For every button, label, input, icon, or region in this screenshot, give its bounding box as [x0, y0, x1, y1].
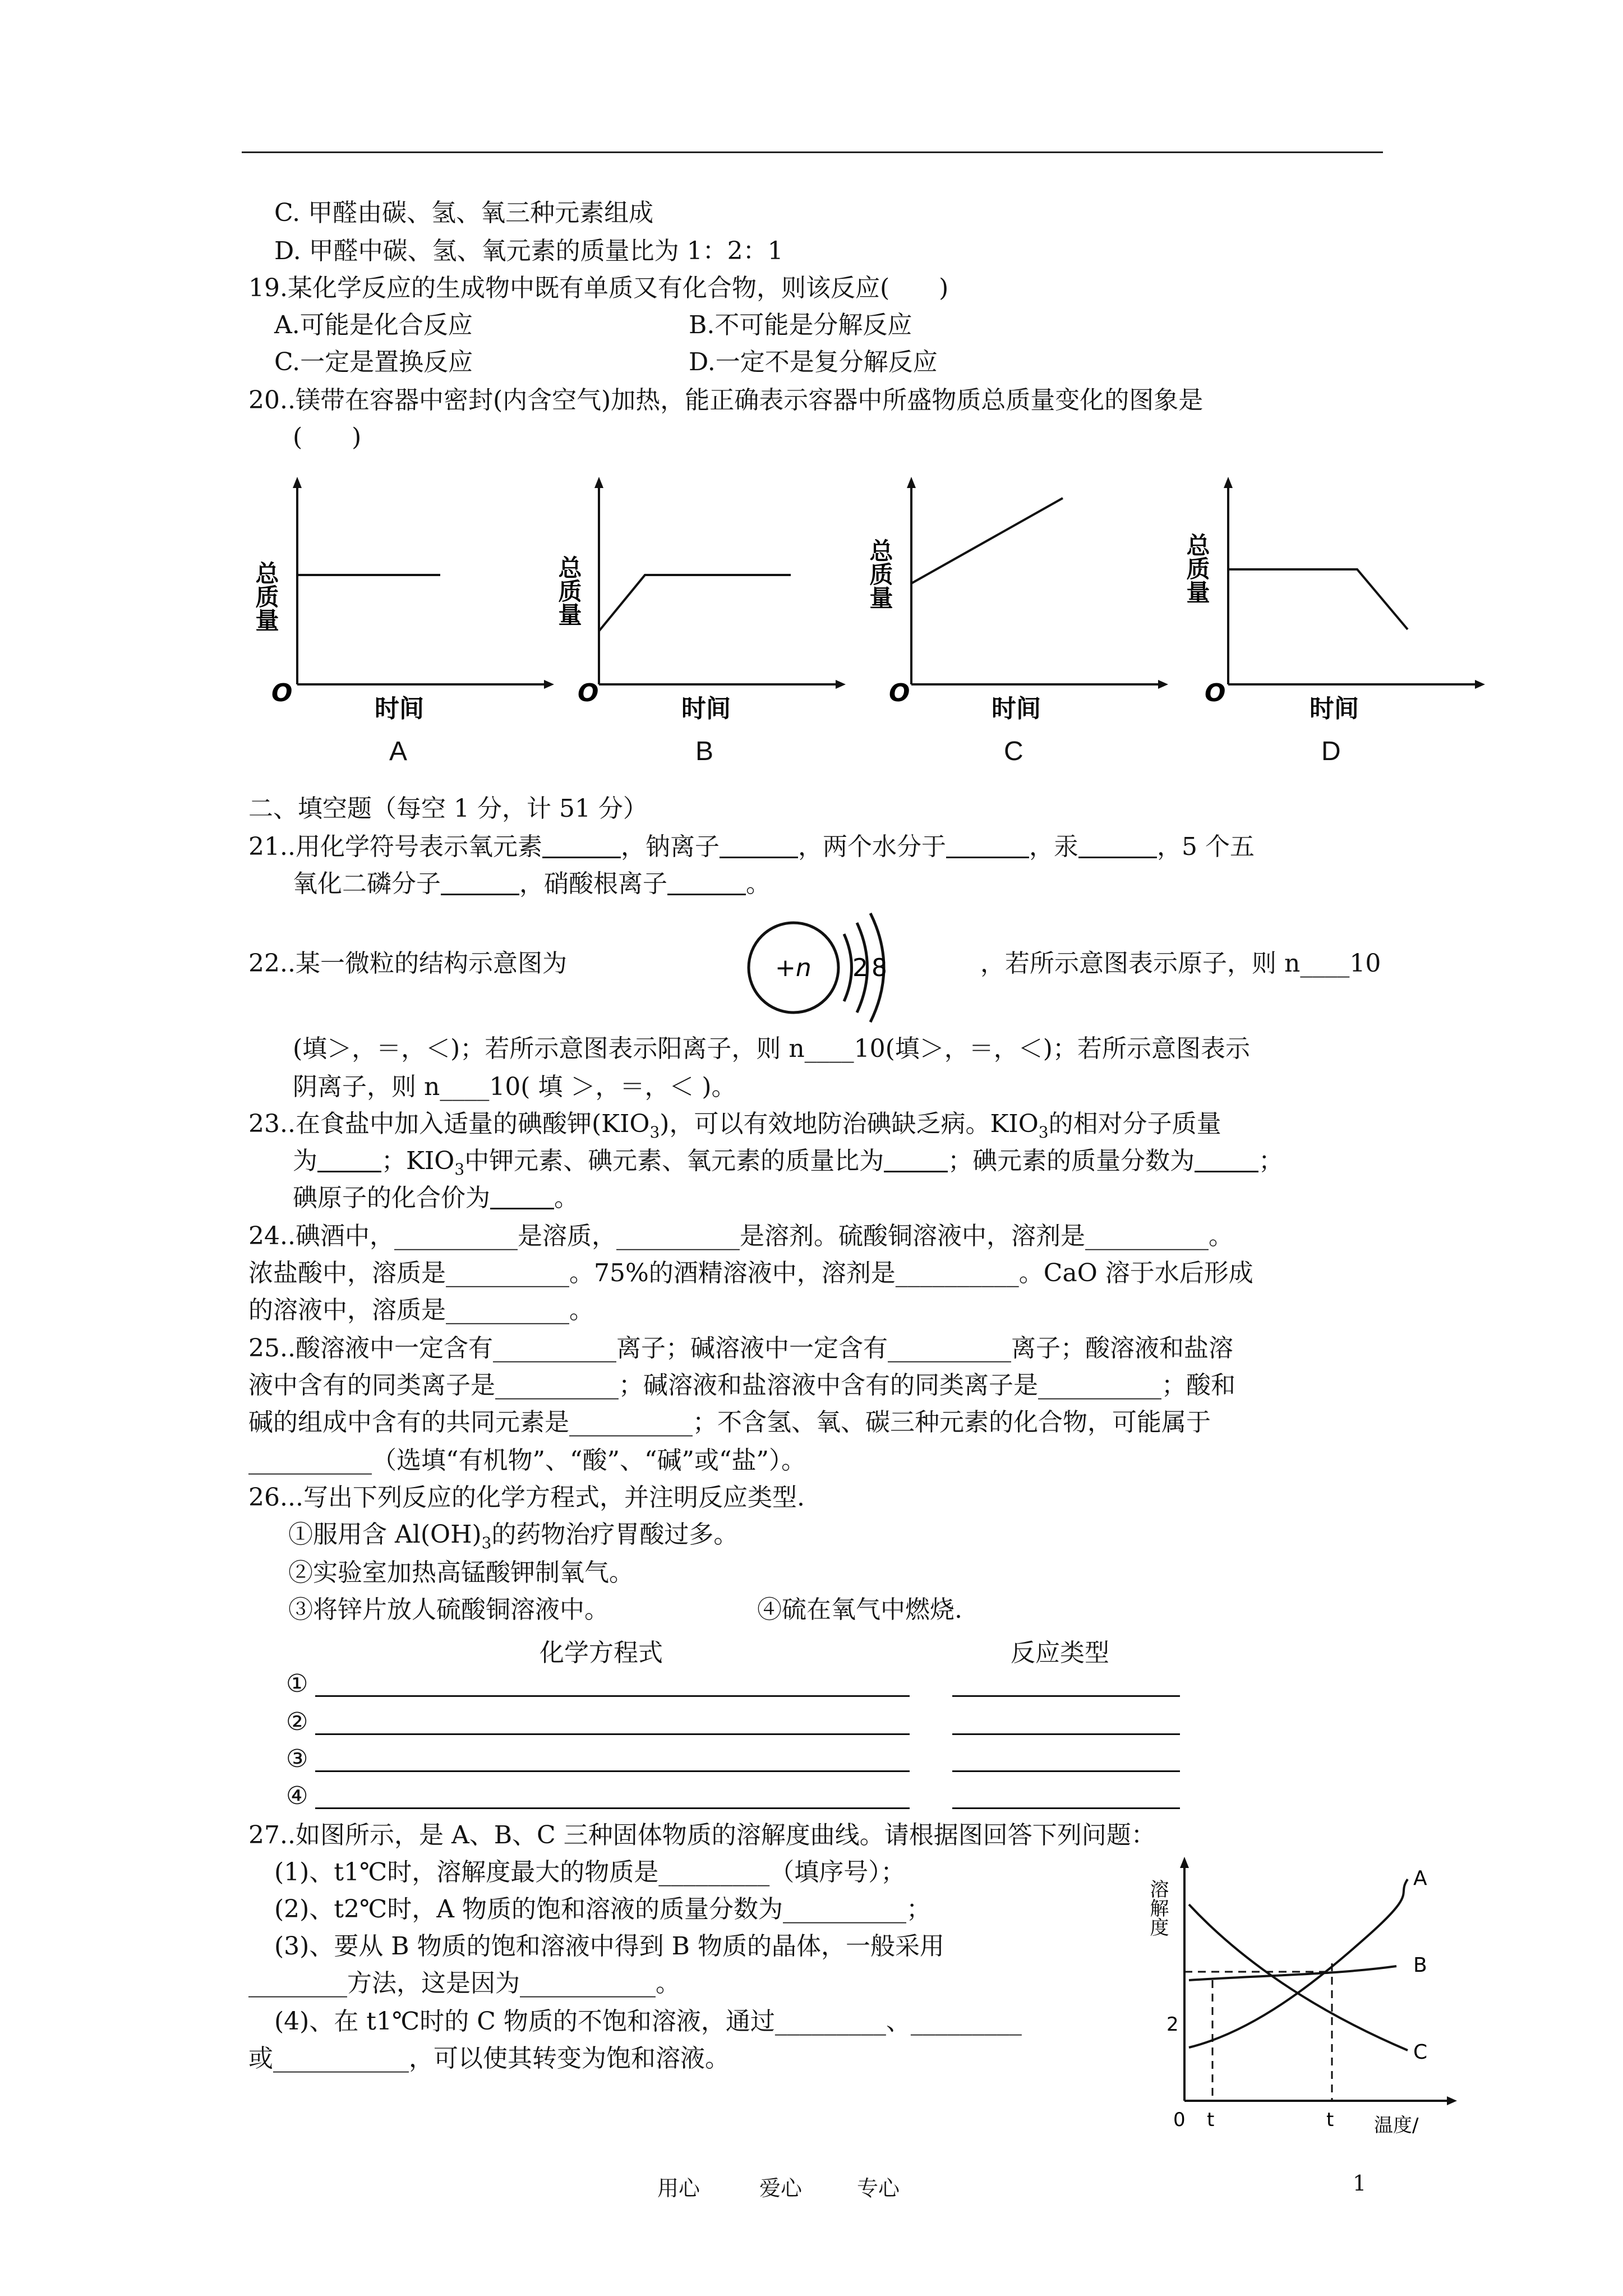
footer-motto-1: 用心	[657, 2176, 700, 2201]
q19-stem: 19.某化学反应的生成物中既有单质又有化合物，则该反应( )	[248, 274, 949, 302]
q27-sub-4b: 或___________，可以使其转变为饱和溶液。	[248, 2044, 730, 2073]
q21-line1: 21..用化学符号表示氧元素 ，钠离子 ，两个水分于 ，汞 ，5 个五	[248, 832, 1255, 861]
q27-sub-3b: ________方法，这是因为___________。	[248, 1969, 680, 1998]
graph-a-xlabel: 时间	[375, 694, 424, 723]
solubility-curve-figure	[1133, 1846, 1481, 2139]
graph-c-origin: O	[889, 679, 910, 707]
q27-sub-4a: (4)、在 t1℃时的 C 物质的不饱和溶液，通过_________、_________	[274, 2007, 1022, 2036]
q25-line3: 碱的组成中含有的共同元素是__________；不含氢、氧、碳三种元素的化合物，可能属于	[248, 1408, 1211, 1437]
q22-line3: 阴离子，则 n____10( 填 ＞，＝，＜ )。	[293, 1073, 736, 1101]
q27-stem: 27..如图所示，是 A、B、C 三种固体物质的溶解度曲线。请根据图回答下列问题：	[248, 1821, 1156, 1849]
graph-d-origin: O	[1205, 679, 1226, 707]
q18-option-c: C. 甲醛由碳、氢、氧三种元素组成	[274, 199, 654, 227]
footer-motto-2: 爱心	[759, 2176, 803, 2201]
q22-tail: ，若所示意图表示原子，则 n____10	[980, 949, 1381, 978]
shell-2-count: 8	[872, 954, 887, 982]
q19-option-b: B.不可能是分解反应	[689, 311, 912, 339]
q20-paren: ( )	[293, 423, 362, 452]
q19-option-a: A.可能是化合反应	[274, 311, 473, 339]
q20-graph-b	[555, 471, 875, 723]
q19-option-d: D.一定不是复分解反应	[689, 348, 938, 376]
q22-line2: (填＞，＝，＜)；若所示意图表示阳离子，则 n____10(填＞，＝，＜)；若所示意图表示	[293, 1034, 1250, 1063]
graph-d-xlabel: 时间	[1310, 694, 1359, 723]
q25-line1: 25..酸溶液中一定含有__________离子；碱溶液中一定含有__________离子；酸溶液和盐溶	[248, 1334, 1233, 1363]
graph-c-ylabel: 总质量	[866, 539, 894, 609]
q27-sub-1: (1)、t1℃时，溶解度最大的物质是_________（填序号）；	[274, 1858, 906, 1887]
q21-line2: 氧化二磷分子 ，硝酸根离子 。	[293, 869, 771, 898]
q27-sub-3a: (3)、要从 B 物质的饱和溶液中得到 B 物质的晶体，一般采用	[274, 1932, 944, 1961]
q23-line2: 为 ；$KIO_3$中钾元素、碘元素、氧元素的质量比为 ；碘元素的质量分数为 ；	[293, 1147, 1284, 1179]
q20-stem: 20..镁带在容器中密封(内含空气)加热，能正确表示容器中所盛物质总质量变化的图象是	[248, 386, 1204, 415]
graph-b-label: B	[695, 737, 714, 766]
nucleus-label: +n	[775, 954, 811, 982]
q22-stem: 22..某一微粒的结构示意图为	[248, 949, 567, 978]
q18-option-d: D. 甲醛中碳、氢、氧元素的质量比为 1：2：1	[274, 237, 783, 265]
shell-1-count: 2	[852, 954, 868, 982]
chart-t1-tick: t	[1207, 2109, 1215, 2131]
reaction-type-line-1[interactable]	[952, 1695, 1180, 1697]
equation-line-2[interactable]	[315, 1733, 910, 1735]
curve-c-label: C	[1413, 2041, 1428, 2064]
answer-row-2-marker: ②	[286, 1708, 308, 1736]
chart-xlabel: 温度/	[1374, 2114, 1419, 2137]
reaction-type-line-4[interactable]	[952, 1807, 1180, 1809]
q23-line3: 碘原子的化合价为 。	[293, 1184, 579, 1212]
graph-b-xlabel: 时间	[681, 694, 731, 723]
particle-structure-diagram	[740, 903, 931, 1034]
footer-motto-3: 专心	[857, 2176, 900, 2201]
graph-a-origin: O	[271, 679, 293, 707]
answer-row-4-marker: ④	[286, 1782, 308, 1810]
graph-d-label: D	[1321, 737, 1341, 766]
graph-b-ylabel: 总质量	[555, 555, 583, 626]
q26-item-4: ④硫在氧气中燃烧.	[757, 1595, 962, 1624]
q24-line1: 24..碘酒中，__________是溶质，__________是溶剂。硫酸铜溶液中，溶剂是__________。	[248, 1222, 1233, 1250]
q23-line1: 23..在食盐中加入适量的碘酸钾$(KIO_3)$，可以有效地防治碘缺乏病。$KIO_3$的相对分子质量	[248, 1110, 1221, 1142]
q24-line2: 浓盐酸中，溶质是__________。75%的酒精溶液中，溶剂是__________。CaO 溶于水后形成	[248, 1259, 1253, 1287]
page-number: 1	[1353, 2171, 1367, 2196]
equation-line-1[interactable]	[315, 1695, 910, 1697]
chart-t2-tick: t	[1326, 2109, 1334, 2131]
q26-item-2: ②实验室加热高锰酸钾制氧气。	[288, 1558, 634, 1587]
graph-c-label: C	[1004, 737, 1023, 766]
curve-a-label: A	[1413, 1867, 1427, 1890]
answer-row-1-marker: ①	[286, 1669, 308, 1698]
answer-row-3-marker: ③	[286, 1745, 308, 1773]
chart-origin: 0	[1173, 2109, 1186, 2131]
q26-item-1: ①服用含 $Al(OH)_3$的药物治疗胃酸过多。	[288, 1520, 739, 1552]
chart-ylabel: 溶解度	[1146, 1879, 1169, 1936]
q24-line3: 的溶液中，溶质是__________。	[248, 1296, 594, 1324]
graph-a-label: A	[389, 737, 408, 766]
graph-b-origin: O	[578, 679, 599, 707]
q20-graph-a	[247, 471, 561, 723]
reaction-type-line-3[interactable]	[952, 1770, 1180, 1772]
q26-stem: 26...写出下列反应的化学方程式，并注明反应类型.	[248, 1483, 805, 1512]
q19-option-c: C.一定是置换反应	[274, 348, 473, 376]
section-2-title: 二、填空题（每空 1 分，计 51 分）	[248, 794, 648, 823]
equation-line-3[interactable]	[315, 1770, 910, 1772]
graph-a-ylabel: 总质量	[252, 561, 280, 632]
reaction-type-header: 反应类型	[1011, 1639, 1109, 1667]
q26-item-3: ③将锌片放人硫酸铜溶液中。	[288, 1595, 609, 1624]
header-rule	[242, 151, 1383, 153]
equation-header: 化学方程式	[540, 1639, 663, 1667]
q27-sub-2: (2)、t2℃时，A 物质的饱和溶液的质量分数为__________；	[274, 1895, 931, 1924]
equation-line-4[interactable]	[315, 1807, 910, 1809]
q25-line4: __________（选填“有机物”、“酸”、“碱”或“盐”）。	[248, 1446, 806, 1475]
graph-c-xlabel: 时间	[992, 694, 1041, 723]
q25-line2: 液中含有的同类离子是__________；碱溶液和盐溶液中含有的同类离子是__________；酸和	[248, 1371, 1235, 1400]
reaction-type-line-2[interactable]	[952, 1733, 1180, 1735]
graph-d-ylabel: 总质量	[1183, 533, 1211, 604]
q20-graph-d	[1183, 471, 1503, 723]
chart-y-tick: 2	[1166, 2013, 1179, 2036]
q20-graph-c	[866, 471, 1186, 723]
curve-b-label: B	[1413, 1954, 1427, 1977]
